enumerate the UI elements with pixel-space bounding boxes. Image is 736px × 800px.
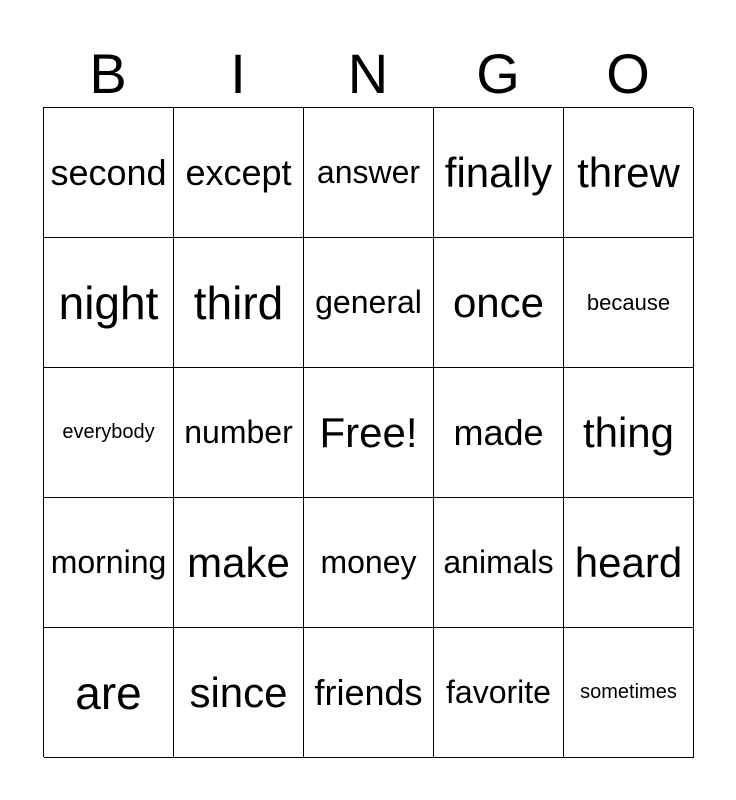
bingo-cell: are <box>44 628 174 758</box>
bingo-cell: friends <box>304 628 434 758</box>
header-letter-i: I <box>230 42 246 105</box>
bingo-cell: everybody <box>44 368 174 498</box>
bingo-cell: since <box>174 628 304 758</box>
bingo-cell: second <box>44 108 174 238</box>
bingo-cell: because <box>564 238 694 368</box>
bingo-cell: made <box>434 368 564 498</box>
bingo-cell: thing <box>564 368 694 498</box>
bingo-cell: finally <box>434 108 564 238</box>
bingo-board <box>43 107 693 757</box>
bingo-cell: favorite <box>434 628 564 758</box>
bingo-header <box>43 40 693 108</box>
bingo-cell: once <box>434 238 564 368</box>
header-letter-g: G <box>476 42 520 105</box>
bingo-cell: except <box>174 108 304 238</box>
bingo-cell: third <box>174 238 304 368</box>
bingo-cell: night <box>44 238 174 368</box>
header-letter-o: O <box>606 42 650 105</box>
bingo-cell: heard <box>564 498 694 628</box>
header-letter-n: N <box>347 42 389 105</box>
bingo-cell: threw <box>564 108 694 238</box>
bingo-cell: sometimes <box>564 628 694 758</box>
header-letter-b: B <box>89 42 127 105</box>
bingo-cell: answer <box>304 108 434 238</box>
bingo-cell: number <box>174 368 304 498</box>
bingo-cell: make <box>174 498 304 628</box>
bingo-cell: general <box>304 238 434 368</box>
bingo-cell: money <box>304 498 434 628</box>
bingo-cell: morning <box>44 498 174 628</box>
bingo-cell: animals <box>434 498 564 628</box>
free-space-cell: Free! <box>304 368 434 498</box>
